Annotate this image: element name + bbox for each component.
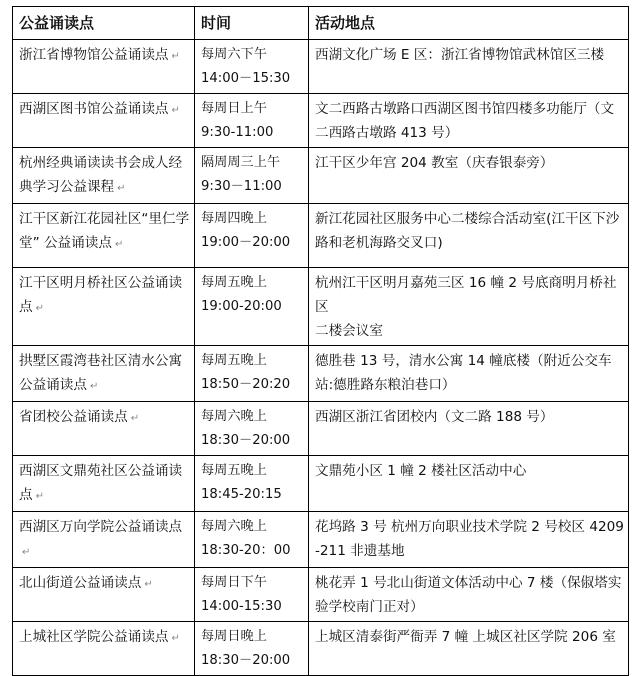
- reading-point-name: [13, 568, 195, 622]
- reading-point-name-text: 西湖区图书馆公益诵读点: [19, 101, 169, 117]
- paragraph-mark-icon: ↵: [171, 633, 180, 644]
- time-cell: [195, 456, 309, 512]
- paragraph-mark-icon: ↵: [144, 579, 153, 590]
- time-day: 每周日下午: [201, 575, 267, 590]
- venue-text: 桃花弄 1 号北山街道文体活动中心 7 楼（保俶塔实验学校南门正对）: [315, 575, 622, 615]
- paragraph-mark-icon: ↵: [117, 183, 126, 194]
- time-day: 隔周周三上午: [201, 155, 281, 170]
- venue-text: 上城区清泰街严衙弄 7 幢 上城区社区学院 206 室: [315, 629, 616, 645]
- table-row: [13, 456, 629, 512]
- time-cell: [195, 346, 309, 402]
- time-range: 18:45-20:15: [201, 487, 282, 502]
- table-row: [13, 148, 629, 204]
- reading-point-name: [13, 268, 195, 346]
- reading-point-name-text: 西湖区万向学院公益诵读点: [19, 519, 183, 535]
- paragraph-mark-icon: ↵: [35, 303, 44, 314]
- reading-point-name: [13, 512, 195, 568]
- time-range: 14:00-15:30: [201, 599, 282, 614]
- time-range: 9:30－11:00: [201, 179, 282, 194]
- paragraph-mark-icon: ↵: [171, 51, 180, 62]
- reading-point-name-text: 拱墅区霞湾巷社区清水公寓公益诵读点: [19, 353, 183, 393]
- reading-point-name-text: 西湖区文鼎苑社区公益诵读点: [19, 463, 183, 503]
- table-row: [13, 94, 629, 148]
- table-row: [13, 346, 629, 402]
- venue-text: 二楼会议室: [315, 323, 383, 339]
- header-reading-point: 公益诵读点: [13, 7, 195, 40]
- table-row: [13, 204, 629, 268]
- time-range: 18:50－20:20: [201, 377, 291, 392]
- time-range: 19:00-20:00: [201, 299, 282, 314]
- time-cell: [195, 622, 309, 676]
- time-day: 每周六下午: [201, 47, 267, 62]
- reading-points-table: [12, 6, 629, 676]
- paragraph-mark-icon: ↵: [130, 413, 140, 424]
- reading-point-name-text: 上城社区学院公益诵读点: [19, 629, 169, 645]
- reading-point-name: [13, 402, 195, 456]
- header-time: 时间: [195, 7, 309, 40]
- header-venue: 活动地点: [309, 7, 629, 40]
- time-cell: [195, 94, 309, 148]
- time-day: 每周五晚上: [201, 353, 267, 368]
- venue-cell: [309, 94, 629, 148]
- time-cell: [195, 204, 309, 268]
- table-body: [13, 40, 629, 676]
- reading-point-name-text: 省团校公益诵读点: [19, 409, 128, 425]
- time-day: 每周五晚上: [201, 275, 267, 290]
- reading-point-name: [13, 622, 195, 676]
- time-day: 每周日晚上: [201, 629, 267, 644]
- paragraph-mark-icon: ↵: [171, 105, 180, 116]
- venue-cell: [309, 204, 629, 268]
- venue-text: 花坞路 3 号 杭州万向职业技术学院 2 号校区 4209-211 非遗基地: [315, 519, 624, 559]
- time-day: 每周四晚上: [201, 211, 267, 226]
- time-cell: [195, 402, 309, 456]
- reading-point-name-text: 江干区新江花园社区“里仁学堂” 公益诵读点: [19, 211, 190, 251]
- paragraph-mark-icon: ↵: [22, 547, 31, 558]
- paragraph-mark-icon: ↵: [35, 491, 44, 502]
- venue-cell: [309, 512, 629, 568]
- reading-point-name: [13, 456, 195, 512]
- time-cell: [195, 512, 309, 568]
- time-range: 19:00－20:00: [201, 235, 291, 250]
- reading-point-name: [13, 94, 195, 148]
- time-cell: [195, 40, 309, 94]
- reading-point-name-text: 江干区明月桥社区公益诵读点: [19, 275, 183, 315]
- venue-text: 江干区少年宫 204 教室（庆春银泰旁）: [315, 155, 554, 171]
- venue-cell: [309, 568, 629, 622]
- venue-cell: [309, 148, 629, 204]
- table-row: [13, 622, 629, 676]
- time-range: 18:30－20:00: [201, 653, 291, 668]
- table-row: [13, 568, 629, 622]
- table-row: [13, 402, 629, 456]
- venue-text: 杭州江干区明月嘉苑三区 16 幢 2 号底商明月桥社区: [315, 275, 617, 315]
- venue-cell: [309, 346, 629, 402]
- time-cell: [195, 268, 309, 346]
- reading-point-name: [13, 204, 195, 268]
- paragraph-mark-icon: ↵: [114, 239, 124, 250]
- venue-text: 文二西路古墩路口西湖区图书馆四楼多功能厅（文二西路古墩路 413 号）: [315, 101, 615, 141]
- venue-cell: [309, 622, 629, 676]
- venue-text: 西湖区浙江省团校内（文二路 188 号）: [315, 409, 554, 425]
- time-range: 18:30-20：00: [201, 543, 291, 558]
- venue-text: 文鼎苑小区 1 幢 2 楼社区活动中心: [315, 463, 527, 479]
- reading-point-name-text: 杭州经典诵读读书会成人经典学习公益课程: [19, 155, 183, 195]
- reading-point-name-text: 北山街道公益诵读点: [19, 575, 142, 591]
- time-day: 每周五晚上: [201, 463, 267, 478]
- time-range: 9:30-11:00: [201, 125, 274, 140]
- reading-point-name: [13, 346, 195, 402]
- reading-point-name: [13, 148, 195, 204]
- venue-cell: [309, 402, 629, 456]
- venue-cell: [309, 456, 629, 512]
- venue-text: 西湖文化广场 E 区：浙江省博物馆武林馆区三楼: [315, 47, 605, 63]
- venue-text: 新江花园社区服务中心二楼综合活动室(江干区下沙路和老机海路交叉口): [315, 211, 620, 251]
- table-row: [13, 512, 629, 568]
- time-range: 14:00－15:30: [201, 71, 291, 86]
- time-day: 每周六晚上: [201, 519, 267, 534]
- time-cell: [195, 568, 309, 622]
- time-range: 18:30－20:00: [201, 433, 291, 448]
- venue-cell: [309, 40, 629, 94]
- time-day: 每周日上午: [201, 101, 267, 116]
- venue-cell: [309, 268, 629, 346]
- time-day: 每周六晚上: [201, 409, 267, 424]
- reading-point-name: [13, 40, 195, 94]
- venue-text: 德胜巷 13 号，清水公寓 14 幢底楼（附近公交车站:德胜路东粮泊巷口）: [315, 353, 612, 393]
- paragraph-mark-icon: ↵: [89, 381, 99, 392]
- time-cell: [195, 148, 309, 204]
- table-row: [13, 40, 629, 94]
- header-row: [13, 7, 629, 40]
- reading-point-name-text: 浙江省博物馆公益诵读点: [19, 47, 169, 63]
- table-row: [13, 268, 629, 346]
